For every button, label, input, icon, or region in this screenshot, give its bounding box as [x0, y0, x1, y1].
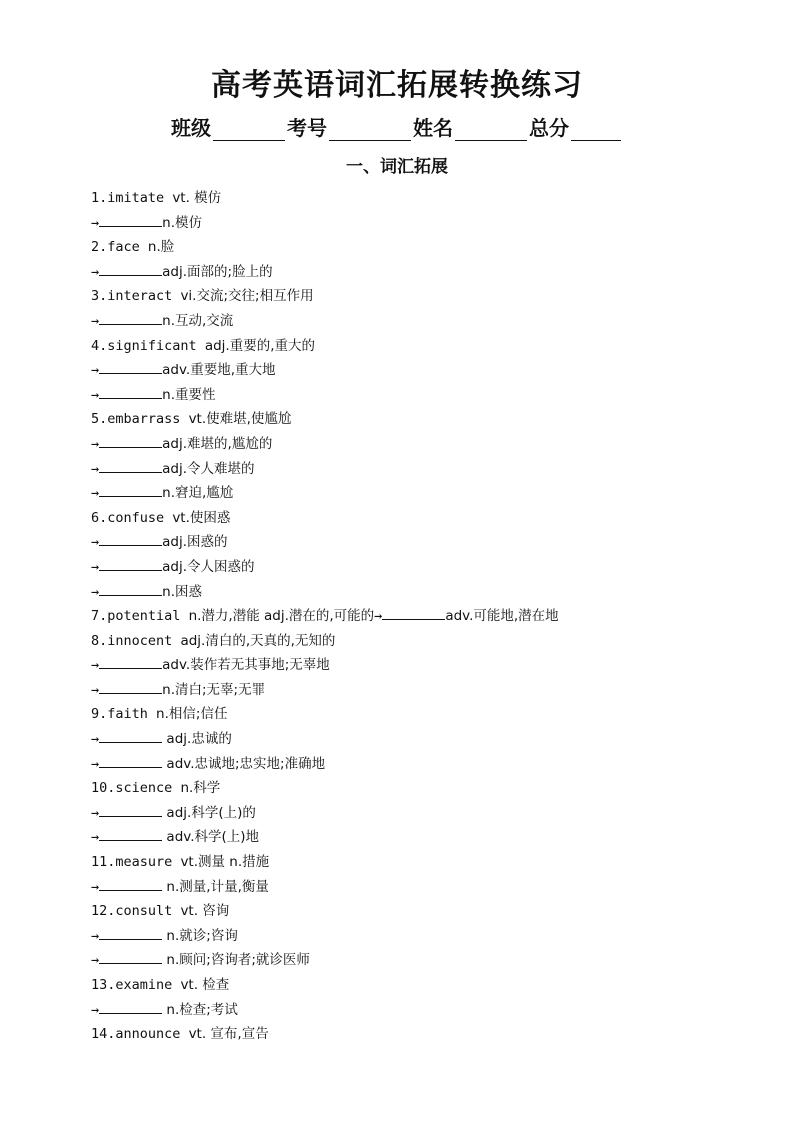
arrow-symbol: →	[91, 435, 100, 452]
spacer	[180, 1026, 188, 1042]
headword: innocent	[107, 632, 173, 649]
derived-form-row	[91, 309, 771, 334]
part-of-speech-meaning: adj.忠诚的	[162, 731, 232, 748]
derived-form-row	[91, 580, 771, 605]
vocab-entry-row	[91, 334, 771, 359]
answer-blank[interactable]	[99, 678, 162, 694]
part-of-speech-meaning: n.互动,交流	[162, 312, 234, 329]
item-number: 1.	[91, 190, 108, 206]
arrow-symbol: →	[91, 534, 100, 551]
answer-blank[interactable]	[99, 358, 162, 374]
answer-blank[interactable]	[99, 801, 162, 817]
vocab-entry-row	[91, 776, 771, 801]
exam-no-label: 考号	[287, 116, 327, 140]
part-of-speech-meaning: n.测量,计量,衡量	[162, 878, 269, 895]
page-title: 高考英语词汇拓展转换练习	[211, 68, 583, 103]
headword: measure	[115, 854, 173, 871]
item-number: 6.	[91, 509, 108, 526]
item-number: 7.	[91, 608, 108, 625]
vocab-entry-row	[91, 850, 771, 875]
item-number: 2.	[91, 239, 108, 256]
arrow-symbol: →	[91, 386, 100, 403]
part-of-speech-meaning: vt. 模仿	[172, 190, 222, 206]
derived-form-row	[91, 555, 771, 580]
vocab-entry-row	[91, 284, 771, 309]
part-of-speech-meaning: adv.重要地,重大地	[162, 362, 276, 379]
answer-blank[interactable]	[99, 752, 162, 768]
part-of-speech-meaning: adj.面部的;脸上的	[162, 263, 273, 280]
score-label: 总分	[529, 116, 569, 140]
answer-blank[interactable]	[99, 924, 162, 940]
part-of-speech-meaning: vi.交流;交往;相互作用	[180, 288, 314, 305]
derived-form-row	[91, 727, 771, 752]
headword: science	[115, 780, 173, 797]
arrow-symbol: →	[91, 1001, 100, 1018]
vocab-entry-row	[91, 604, 771, 629]
derived-form-row	[91, 678, 771, 703]
part-of-speech-meaning: vt.测量 n.措施	[180, 854, 270, 871]
arrow-symbol: →	[91, 214, 100, 231]
part-of-speech-meaning: n.模仿	[162, 214, 202, 231]
arrow-symbol: →	[91, 804, 100, 821]
answer-blank[interactable]	[382, 604, 445, 620]
arrow-symbol: →	[91, 312, 100, 329]
derived-form-row	[91, 211, 771, 236]
item-number: 14.	[91, 1026, 116, 1043]
class-blank[interactable]	[213, 120, 285, 141]
derived-form-row	[91, 530, 771, 555]
part-of-speech-meaning: vt. 宣布,宣告	[188, 1026, 269, 1043]
answer-blank[interactable]	[99, 432, 162, 448]
answer-blank[interactable]	[99, 825, 162, 841]
derived-form-row	[91, 383, 771, 408]
arrow-symbol: →	[91, 755, 100, 772]
part-of-speech-meaning: n.检查;考试	[162, 1001, 238, 1018]
part-of-speech-meaning: n.困惑	[162, 583, 202, 600]
vocab-entry-row	[91, 973, 771, 998]
exam-no-blank[interactable]	[329, 120, 411, 141]
part-of-speech-meaning: n.科学	[180, 780, 221, 797]
headword: face	[107, 239, 140, 256]
answer-blank[interactable]	[99, 948, 162, 964]
part-of-speech-meaning: adv.科学(上)地	[162, 829, 260, 846]
item-number: 9.	[91, 706, 108, 723]
part-of-speech-meaning: adj.科学(上)的	[162, 804, 256, 821]
part-of-speech-meaning: n.窘迫,尴尬	[162, 485, 234, 502]
spacer	[197, 338, 205, 354]
item-number: 8.	[91, 632, 108, 649]
item-number: 3.	[91, 288, 108, 305]
answer-blank[interactable]	[99, 211, 162, 227]
part-of-speech-meaning: adj.困惑的	[162, 534, 228, 551]
arrow-symbol: →	[91, 731, 100, 748]
part-of-speech-meaning: n.清白;无辜;无罪	[162, 681, 266, 698]
headword: embarrass	[107, 411, 181, 428]
spacer	[180, 608, 188, 624]
part-of-speech-meaning: vt. 咨询	[180, 903, 230, 920]
item-number: 12.	[91, 903, 116, 920]
vocab-entry-row	[91, 629, 771, 654]
vocab-entry-row	[91, 1022, 771, 1047]
headword: announce	[115, 1026, 181, 1043]
answer-blank[interactable]	[99, 998, 162, 1014]
arrow-symbol: →	[91, 263, 100, 280]
derived-form-row	[91, 948, 771, 973]
answer-blank[interactable]	[99, 309, 162, 325]
arrow-symbol: →	[91, 829, 100, 846]
spacer	[148, 706, 156, 722]
arrow-symbol: →	[91, 485, 100, 502]
derived-form-row	[91, 358, 771, 383]
item-number: 13.	[91, 977, 116, 993]
headword: confuse	[107, 509, 165, 526]
answer-blank[interactable]	[99, 457, 162, 473]
derived-form-row	[91, 653, 771, 678]
part-of-speech-meaning: vt.使困惑	[172, 509, 231, 526]
arrow-symbol: →	[91, 681, 100, 698]
answer-blank[interactable]	[99, 383, 162, 399]
derived-form-row	[91, 801, 771, 826]
derived-meaning: adv.可能地,潜在地	[445, 608, 559, 625]
answer-blank[interactable]	[99, 530, 162, 546]
derived-form-row	[91, 481, 771, 506]
part-of-speech-meaning: adj.清白的,天真的,无知的	[180, 632, 336, 649]
part-of-speech-meaning: n.相信;信任	[156, 706, 228, 723]
item-number: 10.	[91, 780, 116, 797]
item-number: 11.	[91, 854, 116, 871]
vocabulary-list	[91, 186, 771, 1047]
part-of-speech-meaning: n.顾问;咨询者;就诊医师	[162, 952, 310, 969]
answer-blank[interactable]	[99, 580, 162, 596]
item-number: 5.	[91, 411, 108, 428]
answer-blank[interactable]	[99, 653, 162, 669]
arrow-symbol: →	[91, 583, 100, 600]
part-of-speech-meaning: n.重要性	[162, 386, 216, 403]
item-number: 4.	[91, 337, 108, 354]
part-of-speech-meaning: n.就诊;咨询	[162, 927, 238, 944]
derived-form-row	[91, 432, 771, 457]
answer-blank[interactable]	[99, 555, 162, 571]
headword: imitate	[107, 190, 165, 206]
vocab-entry-row	[91, 407, 771, 432]
part-of-speech-meaning: adv.忠诚地;忠实地;准确地	[162, 755, 326, 772]
vocab-entry-row	[91, 186, 771, 211]
name-label: 姓名	[413, 116, 453, 140]
headword: examine	[115, 977, 173, 993]
part-of-speech-meaning: vt.使难堪,使尴尬	[188, 411, 292, 428]
score-blank[interactable]	[571, 120, 621, 141]
headword: consult	[115, 903, 173, 920]
student-info-line	[0, 112, 794, 141]
part-of-speech-meaning: adj.重要的,重大的	[204, 337, 315, 354]
arrow-symbol: →	[91, 558, 100, 575]
answer-blank[interactable]	[99, 727, 162, 743]
section-heading: 一、词汇拓展	[346, 157, 448, 177]
headword: potential	[107, 608, 181, 625]
derived-form-row	[91, 998, 771, 1023]
answer-blank[interactable]	[99, 481, 162, 497]
vocab-entry-row	[91, 235, 771, 260]
arrow-symbol: →	[91, 460, 100, 477]
part-of-speech-meaning: adj.令人难堪的	[162, 460, 255, 477]
vocab-entry-row	[91, 899, 771, 924]
part-of-speech-meaning: adv.装作若无其事地;无辜地	[162, 657, 330, 674]
arrow-symbol: →	[91, 878, 100, 895]
headword: interact	[107, 288, 173, 305]
vocab-entry-row	[91, 702, 771, 727]
derived-form-row	[91, 457, 771, 482]
part-of-speech-meaning: n.脸	[147, 239, 175, 256]
arrow-symbol: →	[91, 362, 100, 379]
arrow-symbol: →	[91, 952, 100, 969]
part-of-speech-meaning: n.潜力,潜能 adj.潜在的,可能的	[188, 608, 375, 625]
answer-blank[interactable]	[99, 260, 162, 276]
derived-form-row	[91, 260, 771, 285]
derived-form-row	[91, 825, 771, 850]
arrow-symbol: →	[91, 657, 100, 674]
derived-form-row	[91, 875, 771, 900]
name-blank[interactable]	[455, 120, 527, 141]
class-label: 班级	[171, 116, 211, 140]
arrow-symbol: →	[374, 608, 383, 625]
part-of-speech-meaning: adj.难堪的,尴尬的	[162, 435, 273, 452]
spacer	[140, 239, 148, 255]
headword: significant	[107, 337, 197, 354]
part-of-speech-meaning: vt. 检查	[180, 977, 230, 993]
headword: faith	[107, 706, 148, 723]
derived-form-row	[91, 752, 771, 777]
vocab-entry-row	[91, 506, 771, 531]
answer-blank[interactable]	[99, 875, 162, 891]
arrow-symbol: →	[91, 927, 100, 944]
derived-form-row	[91, 924, 771, 949]
spacer	[180, 411, 188, 427]
part-of-speech-meaning: adj.令人困惑的	[162, 558, 255, 575]
